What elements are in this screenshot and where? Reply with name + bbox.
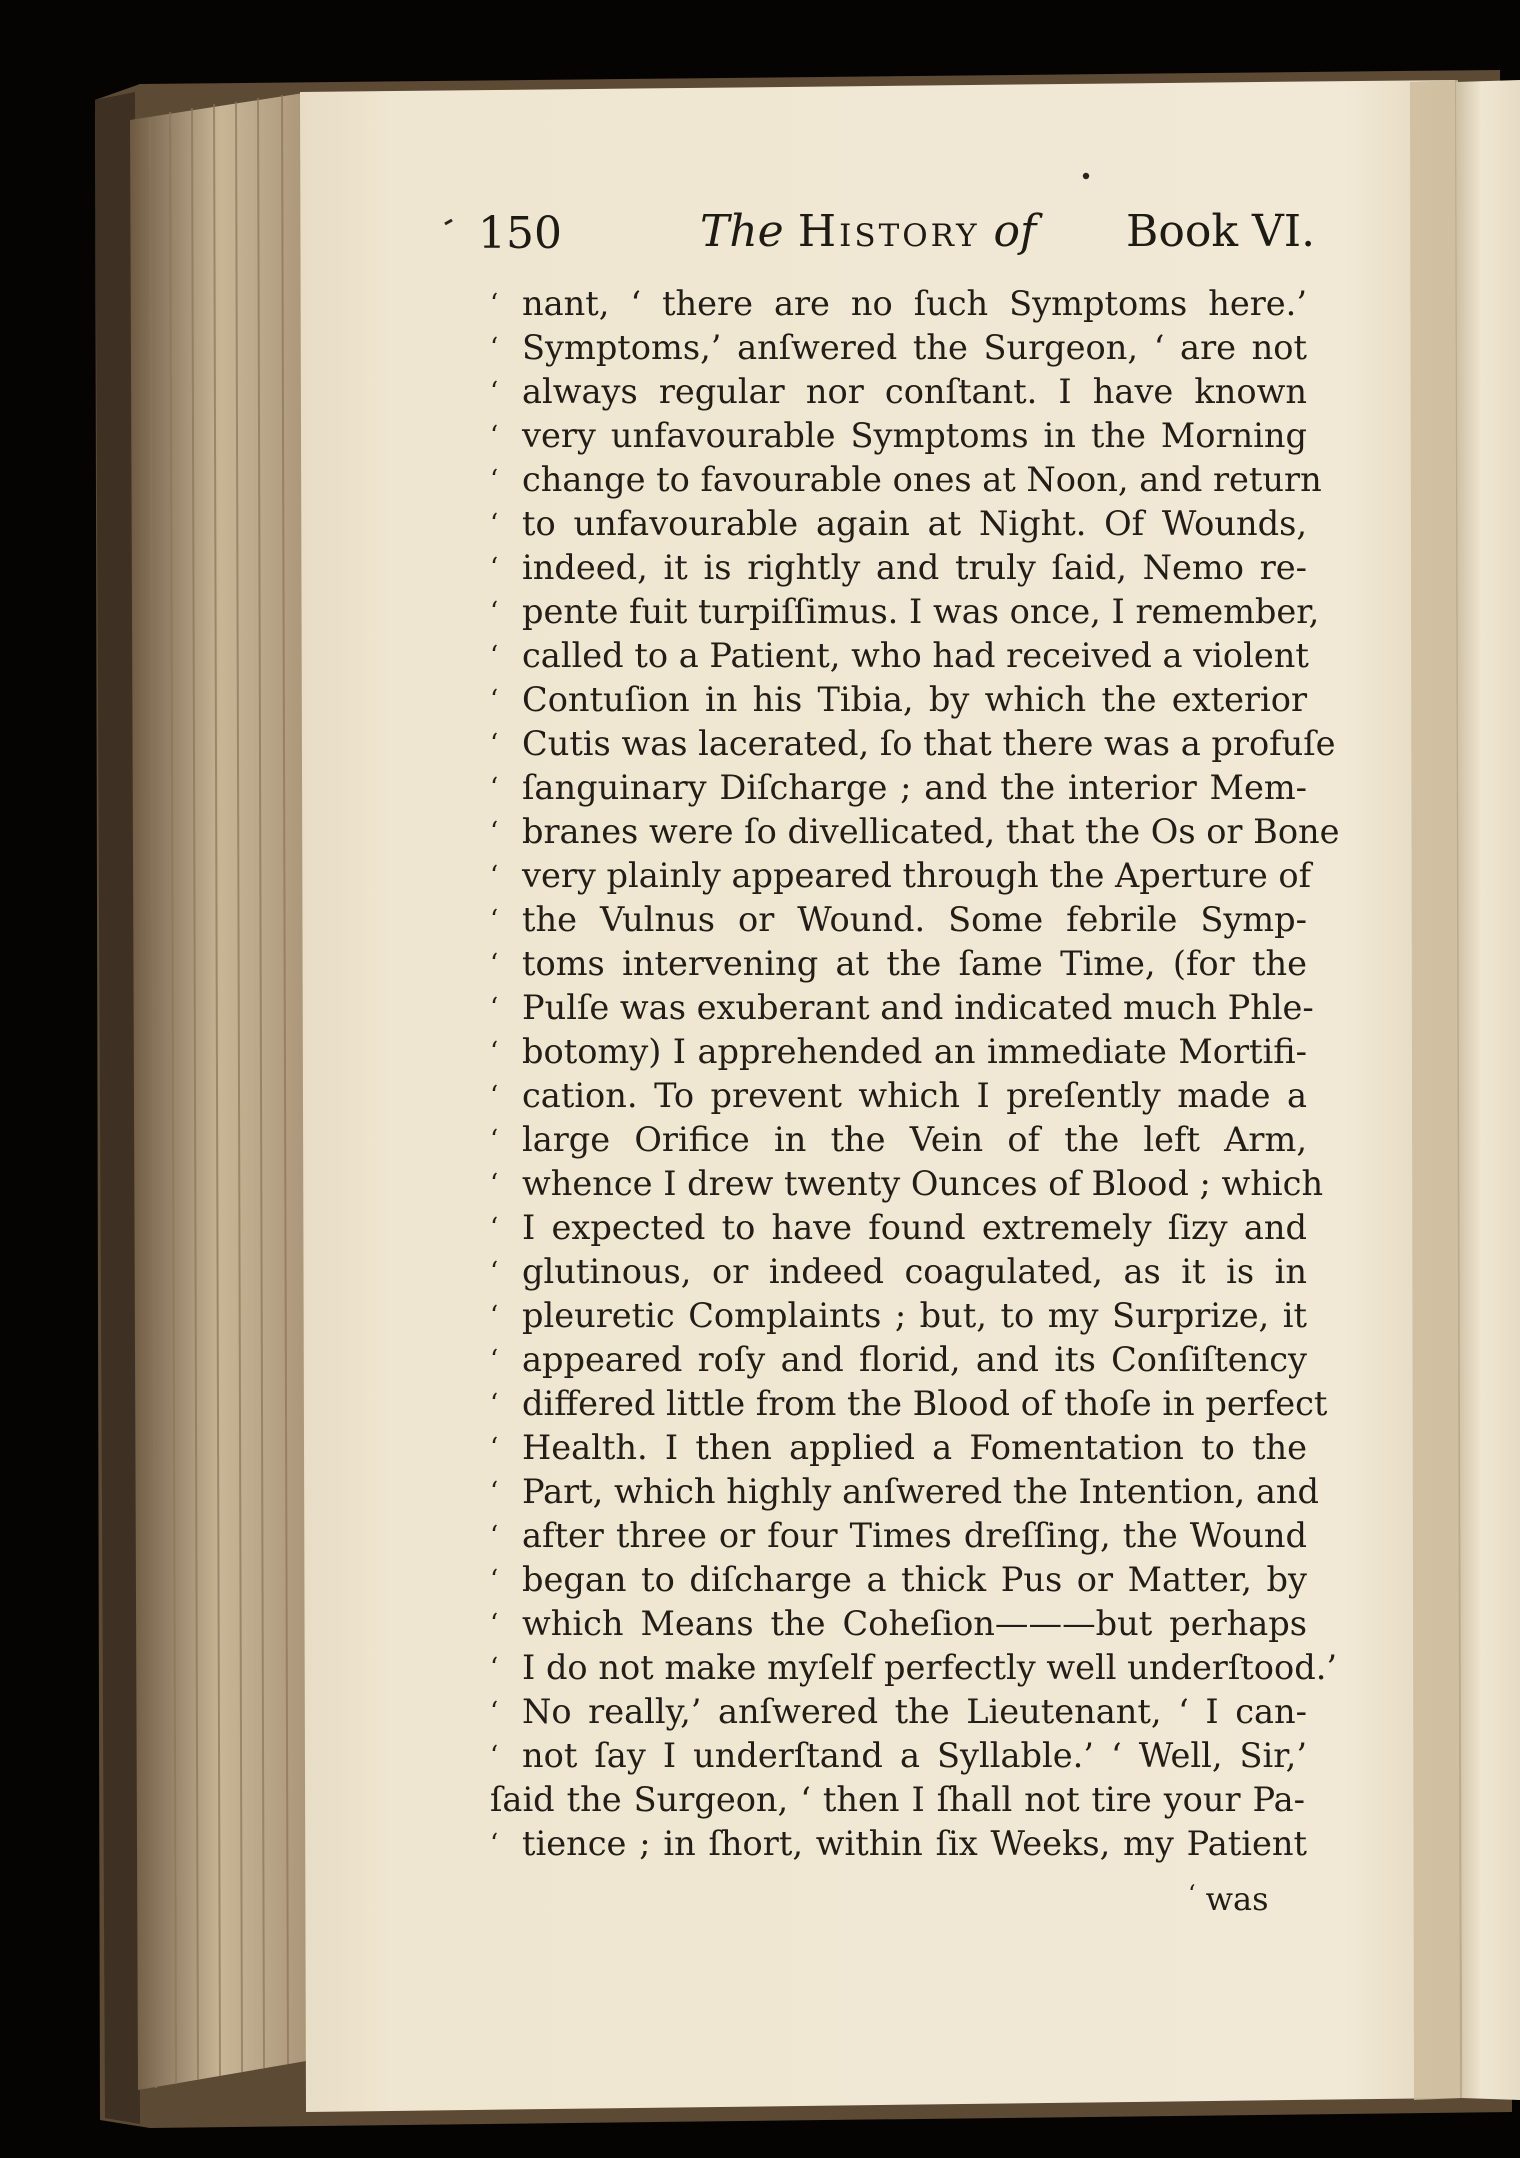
quote-mark: ‘ (490, 1477, 499, 1507)
quote-mark: ‘ (490, 1169, 499, 1199)
text-line (490, 1690, 1310, 1734)
line-text: very unfavourable Symptoms in the Morning (522, 416, 1307, 455)
text-line (490, 1426, 1310, 1470)
text-line (490, 678, 1310, 722)
text-line (490, 1514, 1310, 1558)
line-text: the Vulnus or Wound. Some febrile Symp- (522, 900, 1307, 939)
line-text: differed little from the Blood of thoſe in perfect (522, 1384, 1328, 1423)
text-line (490, 1602, 1310, 1646)
quote-mark: ‘ (490, 465, 499, 495)
line-text: nant, ‘ there are no ſuch Symptoms here.’ (522, 284, 1307, 323)
quote-mark: ‘ (490, 1697, 499, 1727)
quote-mark: ‘ (490, 1213, 499, 1243)
line-text: Part, which highly anſwered the Intention, and (522, 1472, 1319, 1511)
quote-mark: ‘ (490, 817, 499, 847)
line-text: Health. I then applied a Fomentation to the (522, 1428, 1307, 1467)
line-text: glutinous, or indeed coagulated, as it is in (522, 1252, 1307, 1291)
running-head-the: The (700, 206, 784, 257)
quote-mark: ‘ (490, 641, 499, 671)
text-line (490, 282, 1310, 326)
quote-mark: ‘ (490, 421, 499, 451)
line-text: I expected to have found extremely ſizy and (522, 1208, 1307, 1247)
quote-mark: ‘ (490, 1081, 499, 1111)
text-line (490, 1470, 1319, 1514)
quote-mark: ‘ (490, 1829, 499, 1859)
line-text: branes were ſo divellicated, that the Os or Bone (522, 812, 1340, 851)
text-line (490, 722, 1336, 766)
quote-mark: ‘ (490, 1521, 499, 1551)
running-head-history: History (797, 206, 980, 257)
quote-mark: ‘ (490, 1301, 499, 1331)
quote-mark: ‘ (490, 773, 499, 803)
line-text: Contuſion in his Tibia, by which the exterior (522, 680, 1307, 719)
quote-mark: ‘ (490, 377, 499, 407)
text-line (490, 1646, 1338, 1690)
quote-mark: ‘ (490, 685, 499, 715)
line-text: whence I drew twenty Ounces of Blood ; which (522, 1164, 1324, 1203)
text-line (490, 546, 1310, 590)
text-line (490, 1250, 1310, 1294)
line-text: Cutis was lacerated, ſo that there was a profuſe (522, 724, 1336, 763)
text-line (490, 458, 1322, 502)
line-text: always regular nor conſtant. I have known (522, 372, 1307, 411)
line-text: indeed, it is rightly and truly ſaid, Nemo re- (522, 548, 1307, 587)
line-text: which Means the Coheſion———but perhaps (522, 1604, 1307, 1643)
quote-mark: ‘ (490, 1037, 499, 1067)
quote-mark: ‘ (490, 1345, 499, 1375)
quote-mark: ‘ (490, 1389, 499, 1419)
quote-mark: ‘ (490, 1653, 499, 1683)
line-text: large Orifice in the Vein of the left Arm, (522, 1120, 1307, 1159)
text-line (490, 634, 1310, 678)
line-text: No really,’ anſwered the Lieutenant, ‘ I can- (522, 1692, 1307, 1731)
line-text: after three or four Times dreſſing, the Wound (522, 1516, 1307, 1555)
text-line (490, 986, 1314, 1030)
text-line (490, 502, 1310, 546)
line-text: tience ; in ſhort, within ſix Weeks, my Patient (522, 1824, 1307, 1863)
text-line (490, 1294, 1310, 1338)
text-line (490, 1074, 1310, 1118)
quote-mark: ‘ (490, 553, 499, 583)
text-line (490, 1162, 1324, 1206)
line-text: ſanguinary Diſcharge ; and the interior Mem- (522, 768, 1307, 807)
line-text: ſaid the Surgeon, ‘ then I ſhall not tire your Pa- (490, 1780, 1305, 1819)
line-text: toms intervening at the ſame Time, (for the (522, 944, 1307, 983)
text-line (490, 1030, 1310, 1074)
line-text: very plainly appeared through the Aperture of (522, 856, 1312, 895)
text-line (490, 1778, 1310, 1822)
line-text: called to a Patient, who had received a violent (522, 636, 1309, 675)
line-text: cation. To prevent which I preſently made a (522, 1076, 1307, 1115)
running-head-of: of (993, 206, 1037, 257)
text-line (490, 1558, 1310, 1602)
quote-mark: ‘ (490, 509, 499, 539)
text-line (490, 854, 1310, 898)
text-line (490, 1206, 1310, 1250)
quote-mark: ‘ (490, 1433, 499, 1463)
quote-mark: ‘ (490, 1609, 499, 1639)
catchword-quote: ‘ (1188, 1880, 1196, 1908)
running-head (700, 206, 1036, 257)
text-line (490, 1382, 1328, 1426)
text-line (490, 414, 1310, 458)
text-line (490, 1338, 1310, 1382)
line-text: began to diſcharge a thick Pus or Matter, by (522, 1560, 1307, 1599)
quote-mark: ‘ (490, 993, 499, 1023)
line-text: Symptoms,’ anſwered the Surgeon, ‘ are not (522, 328, 1307, 367)
catchword-text: was (1205, 1880, 1269, 1918)
quote-mark: ‘ (490, 333, 499, 363)
text-line (490, 1118, 1310, 1162)
text-line (490, 326, 1310, 370)
catchword (1188, 1880, 1269, 1918)
line-text: pente fuit turpiſſimus. I was once, I remember, (522, 592, 1320, 631)
quote-mark: ‘ (490, 1565, 499, 1595)
line-text: I do not make myſelf perfectly well underſtood.’ (522, 1648, 1338, 1687)
text-line (490, 810, 1340, 854)
book-label: Book VI. (1126, 206, 1316, 257)
quote-mark: ‘ (490, 1741, 499, 1771)
text-line (490, 766, 1310, 810)
text-line (490, 1734, 1310, 1778)
line-text: botomy) I apprehended an immediate Mortifi- (522, 1032, 1307, 1071)
quote-mark: ‘ (490, 949, 499, 979)
quote-mark: ‘ (490, 1125, 499, 1155)
page-number: 150 (478, 208, 562, 259)
text-line (490, 590, 1320, 634)
line-text: pleuretic Complaints ; but, to my Surprize, it (522, 1296, 1307, 1335)
text-line (490, 370, 1310, 414)
text-line (490, 898, 1310, 942)
line-text: change to favourable ones at Noon, and return (522, 460, 1322, 499)
quote-mark: ‘ (490, 729, 499, 759)
quote-mark: ‘ (490, 1257, 499, 1287)
line-text: not ſay I underſtand a Syllable.’ ‘ Well, Sir,’ (522, 1736, 1307, 1775)
quote-mark: ‘ (490, 289, 499, 319)
line-text: to unfavourable again at Night. Of Wounds, (522, 504, 1307, 543)
line-text: appeared roſy and florid, and its Conſiſtency (522, 1340, 1307, 1379)
quote-mark: ‘ (490, 905, 499, 935)
quote-mark: ‘ (490, 861, 499, 891)
quote-mark: ‘ (490, 597, 499, 627)
text-line (490, 1822, 1310, 1866)
line-text: Pulſe was exuberant and indicated much Phle- (522, 988, 1314, 1027)
text-line (490, 942, 1310, 986)
